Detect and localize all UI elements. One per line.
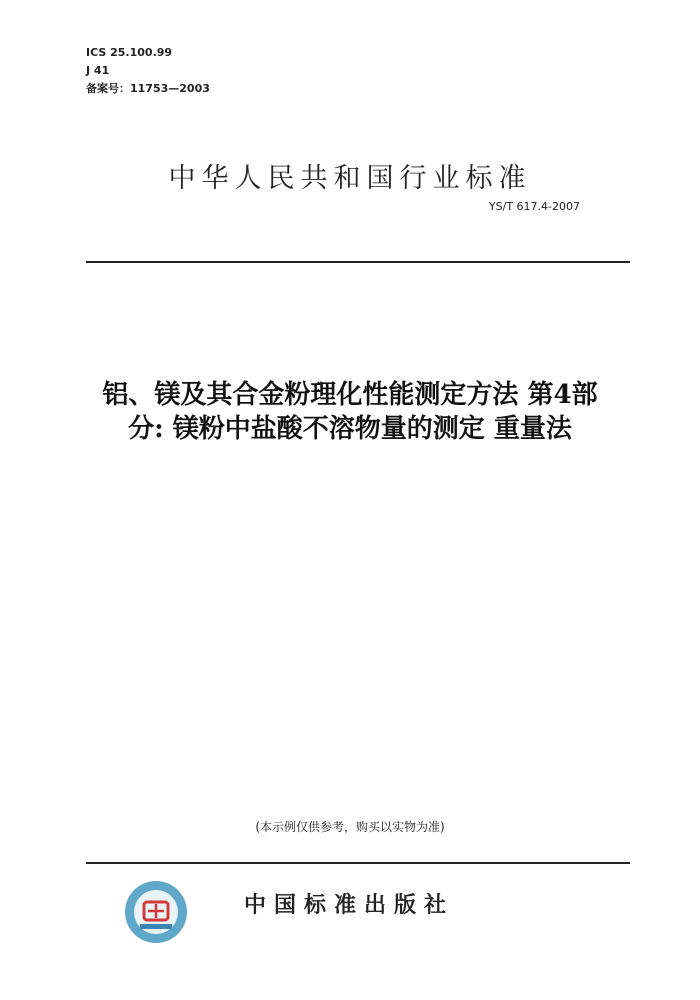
record-number: 备案号：11753—2003: [86, 82, 210, 95]
document-title: [60, 378, 640, 446]
publisher-name: 中国标准出版社: [244, 893, 455, 918]
sample-note: (本示例仅供参考，购买以实物为准): [255, 820, 445, 834]
bottom-divider: [86, 862, 630, 864]
organization-title: 中华人民共和国行业标准: [168, 163, 532, 194]
top-divider: [86, 261, 630, 263]
standard-number: YS/T 617.4-2007: [488, 200, 580, 213]
header-meta: [86, 44, 210, 98]
ics-code: ICS 25.100.99: [86, 46, 173, 59]
document-title-line-2: 分: 镁粉中盐酸不溶物量的测定 重量法: [128, 414, 572, 444]
ccs-code: J 41: [86, 64, 110, 77]
publisher-seal-logo: [124, 880, 188, 944]
document-title-line-1: 铝、镁及其合金粉理化性能测定方法 第4部: [102, 380, 598, 410]
